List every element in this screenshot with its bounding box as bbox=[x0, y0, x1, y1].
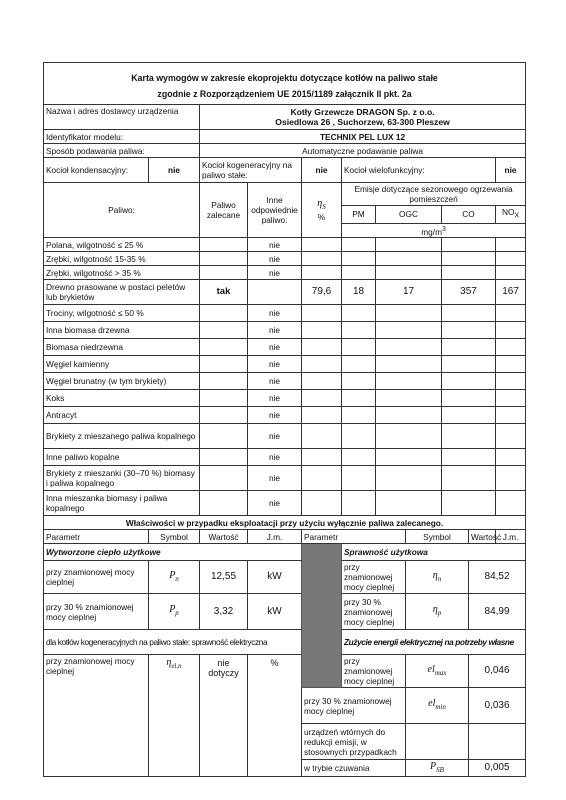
fuel-row bbox=[44, 466, 526, 491]
etael-unit: % bbox=[248, 655, 302, 777]
supplier-address: Osiedlowa 26 , Suchorzew, 63-300 Pleszew bbox=[275, 117, 450, 127]
fuel-preferred bbox=[200, 424, 248, 449]
fuel-pm bbox=[342, 252, 376, 266]
cogen-efficiency-title: dla kotłów kogeneracyjnych na paliwo stałe: sprawność elektryczna bbox=[44, 630, 302, 655]
fuel-other: nie bbox=[248, 322, 302, 339]
fuel-header-row-1 bbox=[44, 183, 526, 206]
etael-value: nie dotyczy bbox=[200, 655, 248, 777]
fuel-pm bbox=[342, 407, 376, 424]
fuel-row bbox=[44, 449, 526, 466]
supplier-value bbox=[200, 105, 526, 130]
eta-unit: % bbox=[317, 212, 326, 223]
fuel-eta: 79,6 bbox=[302, 280, 342, 305]
fuel-co bbox=[442, 356, 496, 373]
etap-value: 84,99 bbox=[469, 594, 526, 630]
fuel-pm bbox=[342, 449, 376, 466]
fuel-co bbox=[442, 424, 496, 449]
fuel-other: nie bbox=[248, 339, 302, 356]
fuel-preferred bbox=[200, 373, 248, 390]
fuel-name: Węgiel kamienny bbox=[44, 356, 200, 373]
unit-header-right: J.m. bbox=[496, 530, 526, 544]
fuel-nox bbox=[496, 390, 526, 407]
condensing-label: Kocioł kondensacyjny: bbox=[44, 158, 149, 183]
fuel-ogc bbox=[376, 238, 442, 252]
fuel-eta bbox=[302, 305, 342, 322]
fuel-preferred bbox=[200, 238, 248, 252]
fuel-eta bbox=[302, 466, 342, 491]
fuel-row bbox=[44, 238, 526, 252]
pn-label: przy znamionowej mocy cieplnej bbox=[44, 561, 149, 594]
fuel-name: Węgiel brunatny (w tym brykiety) bbox=[44, 373, 200, 390]
pp-value: 3,32 bbox=[200, 594, 248, 630]
fuel-other: nie bbox=[248, 356, 302, 373]
title-row bbox=[44, 63, 526, 105]
param-header-right: Parametr bbox=[302, 530, 406, 544]
fuel-eta bbox=[302, 339, 342, 356]
fuel-nox bbox=[496, 449, 526, 466]
nox-header: $NO_X$ bbox=[496, 206, 526, 224]
fuel-co bbox=[442, 238, 496, 252]
fuel-name: Inna mieszanka biomasy i paliwa kopalnego bbox=[44, 491, 200, 516]
fuel-eta bbox=[302, 356, 342, 373]
emissions-header: Emisje dotyczące sezonowego ogrzewania pomieszczeń bbox=[342, 183, 526, 206]
fuel-name: Polana, wilgotność ≤ 25 % bbox=[44, 238, 200, 252]
model-row bbox=[44, 130, 526, 144]
fuel-other: nie bbox=[248, 491, 302, 516]
multi-label: Kocioł wielofunkcyjny: bbox=[342, 158, 496, 183]
fuel-nox bbox=[496, 305, 526, 322]
fuel-row-preferred bbox=[44, 280, 526, 305]
sheet-table bbox=[43, 62, 526, 777]
pn-symbol: $P_n$ bbox=[149, 561, 200, 594]
fuel-ogc bbox=[376, 466, 442, 491]
fuel-co: 357 bbox=[442, 280, 496, 305]
fuel-eta bbox=[302, 390, 342, 407]
elmax-label: przy znamionowej mocy cieplnej bbox=[342, 655, 406, 688]
feeding-row bbox=[44, 144, 526, 158]
cogen-value: nie bbox=[302, 158, 342, 183]
fuel-preferred bbox=[200, 390, 248, 407]
fuel-ogc: 17 bbox=[376, 280, 442, 305]
fuel-preferred bbox=[200, 252, 248, 266]
etap-symbol: $\eta_p$ bbox=[406, 594, 469, 630]
aux-consumption-title: Zużycie energii elektrycznej na potrzeby własne bbox=[342, 630, 526, 655]
fuel-row bbox=[44, 322, 526, 339]
fuel-other: nie bbox=[248, 390, 302, 407]
fuel-eta bbox=[302, 373, 342, 390]
fuel-ogc bbox=[376, 407, 442, 424]
fuel-pm bbox=[342, 339, 376, 356]
fuel-preferred bbox=[200, 449, 248, 466]
fuel-ogc bbox=[376, 424, 442, 449]
fuel-name: Biomasa niedrzewna bbox=[44, 339, 200, 356]
divider-bar bbox=[302, 544, 342, 688]
fuel-header: Paliwo: bbox=[44, 183, 200, 238]
fuel-pm bbox=[342, 266, 376, 280]
pp-symbol: $P_p$ bbox=[149, 594, 200, 630]
sheet-title bbox=[44, 63, 526, 105]
elmax-symbol: $el_{max}$ bbox=[406, 655, 469, 688]
pp-unit: kW bbox=[248, 594, 302, 630]
symbol-header-right: Symbol bbox=[406, 530, 469, 544]
value-header-right: Wartość bbox=[469, 530, 496, 544]
fuel-pm bbox=[342, 373, 376, 390]
fuel-row bbox=[44, 266, 526, 280]
fuel-row bbox=[44, 407, 526, 424]
unit-header-left: J.m. bbox=[248, 530, 302, 544]
fuel-name: Koks bbox=[44, 390, 200, 407]
model-value: TECHNIX PEL LUX 12 bbox=[200, 130, 526, 144]
fuel-preferred bbox=[200, 305, 248, 322]
fuel-co bbox=[442, 449, 496, 466]
blank-cell bbox=[248, 544, 302, 561]
boiler-type-row bbox=[44, 158, 526, 183]
fuel-ogc bbox=[376, 252, 442, 266]
cogen-aux-titles-row bbox=[44, 630, 526, 655]
fuel-other: nie bbox=[248, 305, 302, 322]
efficiency-title: Sprawność użytkowa bbox=[342, 544, 526, 561]
fuel-other: nie bbox=[248, 266, 302, 280]
fuel-row bbox=[44, 390, 526, 407]
standby-label: w trybie czuwania bbox=[302, 760, 406, 777]
fuel-eta bbox=[302, 252, 342, 266]
feeding-value: Automatyczne podawanie paliwa bbox=[200, 144, 526, 158]
fuel-pm bbox=[342, 424, 376, 449]
condensing-value: nie bbox=[149, 158, 200, 183]
fuel-eta bbox=[302, 449, 342, 466]
fuel-eta bbox=[302, 407, 342, 424]
properties-title-row bbox=[44, 516, 526, 530]
fuel-ogc bbox=[376, 449, 442, 466]
preferred-header: Paliwo zalecane bbox=[200, 183, 248, 238]
fuel-pm bbox=[342, 322, 376, 339]
fuel-other: nie bbox=[248, 466, 302, 491]
fuel-preferred bbox=[200, 466, 248, 491]
symbol-header-left: Symbol bbox=[149, 530, 200, 544]
fuel-nox bbox=[496, 252, 526, 266]
elmax-value: 0,046 bbox=[469, 655, 526, 688]
supplier-label: Nazwa i adres dostawcy urządzenia bbox=[44, 105, 200, 130]
fuel-ogc bbox=[376, 305, 442, 322]
fuel-other: nie bbox=[248, 424, 302, 449]
fuel-ogc bbox=[376, 373, 442, 390]
fuel-nox bbox=[496, 356, 526, 373]
fuel-ogc bbox=[376, 266, 442, 280]
properties-header-row bbox=[44, 530, 526, 544]
pn-unit: kW bbox=[248, 561, 302, 594]
fuel-preferred: tak bbox=[200, 280, 248, 305]
fuel-name: Zrębki, wilgotność > 35 % bbox=[44, 266, 200, 280]
fuel-name: Brykiety z mieszanki (30–70 %) biomasy i paliwa kopalnego bbox=[44, 466, 200, 491]
fuel-row bbox=[44, 339, 526, 356]
etan-label: przy znamionowej mocy cieplnej bbox=[342, 561, 406, 594]
fuel-row bbox=[44, 252, 526, 266]
elmin-symbol: $el_{min}$ bbox=[406, 688, 469, 724]
fuel-ogc bbox=[376, 356, 442, 373]
fuel-co bbox=[442, 252, 496, 266]
fuel-eta bbox=[302, 266, 342, 280]
fuel-pm bbox=[342, 305, 376, 322]
pn-value: 12,55 bbox=[200, 561, 248, 594]
model-label: Identyfikator modelu: bbox=[44, 130, 200, 144]
fuel-co bbox=[442, 491, 496, 516]
nominal-row bbox=[44, 561, 526, 594]
elmin-value: 0,036 bbox=[469, 688, 526, 724]
fuel-co bbox=[442, 322, 496, 339]
etael-symbol: $\eta_{el,n}$ bbox=[149, 655, 200, 777]
fuel-nox bbox=[496, 322, 526, 339]
fuel-co bbox=[442, 339, 496, 356]
fuel-name: Zrębki, wilgotność 15-35 % bbox=[44, 252, 200, 266]
fuel-ogc bbox=[376, 339, 442, 356]
fuel-nox bbox=[496, 373, 526, 390]
fuel-pm bbox=[342, 491, 376, 516]
fuel-ogc bbox=[376, 390, 442, 407]
fuel-name: Brykiety z mieszanego paliwa kopalnego bbox=[44, 424, 200, 449]
fuel-nox bbox=[496, 266, 526, 280]
fuel-nox: 167 bbox=[496, 280, 526, 305]
fuel-eta bbox=[302, 322, 342, 339]
supplier-row bbox=[44, 105, 526, 130]
fuel-nox bbox=[496, 238, 526, 252]
fuel-nox bbox=[496, 466, 526, 491]
fuel-row bbox=[44, 356, 526, 373]
fuel-preferred bbox=[200, 407, 248, 424]
co-header: CO bbox=[442, 206, 496, 224]
title-line-1: Karta wymogów w zakresie ekoprojektu dotyczące kotłów na paliwo stałe bbox=[131, 73, 438, 83]
fuel-other: nie bbox=[248, 373, 302, 390]
fuel-pm bbox=[342, 238, 376, 252]
fuel-name: Inne paliwo kopalne bbox=[44, 449, 200, 466]
heat-output-title: Wytworzone ciepło użytkowe bbox=[44, 544, 248, 561]
fuel-eta bbox=[302, 238, 342, 252]
fuel-nox bbox=[496, 491, 526, 516]
fuel-pm bbox=[342, 356, 376, 373]
fuel-other: nie bbox=[248, 252, 302, 266]
fuel-nox bbox=[496, 407, 526, 424]
etap-label: przy 30 % znamionowej mocy cieplnej bbox=[342, 594, 406, 630]
partial-row bbox=[44, 594, 526, 630]
fuel-name: Drewno prasowane w postaci peletów lub brykietów bbox=[44, 280, 200, 305]
fuel-other bbox=[248, 280, 302, 305]
etael-label: przy znamionowej mocy cieplnej bbox=[44, 655, 149, 777]
secondary-symbol bbox=[406, 724, 469, 760]
psb-symbol: $P_{SB}$ bbox=[406, 760, 469, 777]
etan-value: 84,52 bbox=[469, 561, 526, 594]
supplier-name: Kotły Grzewcze DRAGON Sp. z o.o. bbox=[290, 107, 435, 117]
title-line-2: zgodnie z Rozporządzeniem UE 2015/1189 załącznik II pkt. 2a bbox=[157, 89, 412, 99]
fuel-other: nie bbox=[248, 449, 302, 466]
fuel-co bbox=[442, 266, 496, 280]
emissions-unit: $mg/m^3$ bbox=[342, 223, 526, 238]
ogc-header: OGC bbox=[376, 206, 442, 224]
fuel-pm bbox=[342, 466, 376, 491]
eta-symbol: $\eta_S$ bbox=[317, 198, 326, 212]
param-header-left: Parametr bbox=[44, 530, 149, 544]
elmin-label: przy 30 % znamionowej mocy cieplnej bbox=[302, 688, 406, 724]
fuel-preferred bbox=[200, 322, 248, 339]
psb-value: 0,005 bbox=[469, 760, 526, 777]
fuel-name: Inna biomasa drzewna bbox=[44, 322, 200, 339]
eta-header bbox=[302, 183, 342, 238]
fuel-name: Antracyt bbox=[44, 407, 200, 424]
fuel-ogc bbox=[376, 491, 442, 516]
fuel-pm bbox=[342, 390, 376, 407]
etan-symbol: $\eta_n$ bbox=[406, 561, 469, 594]
eco-design-sheet bbox=[43, 62, 525, 777]
cogen-label: Kocioł kogeneracyjny na paliwo stałe: bbox=[200, 158, 302, 183]
fuel-eta bbox=[302, 491, 342, 516]
properties-title: Właściwości w przypadku eksploatacji przy użyciu wyłącznie paliwa zalecanego. bbox=[44, 516, 526, 530]
fuel-co bbox=[442, 390, 496, 407]
fuel-name: Trociny, wilgotność ≤ 50 % bbox=[44, 305, 200, 322]
fuel-row bbox=[44, 305, 526, 322]
fuel-row bbox=[44, 491, 526, 516]
pp-label: przy 30 % znamionowej mocy cieplnej bbox=[44, 594, 149, 630]
fuel-ogc bbox=[376, 322, 442, 339]
fuel-nox bbox=[496, 339, 526, 356]
fuel-co bbox=[442, 466, 496, 491]
fuel-pm: 18 bbox=[342, 280, 376, 305]
section-titles-row bbox=[44, 544, 526, 561]
fuel-co bbox=[442, 373, 496, 390]
fuel-eta bbox=[302, 424, 342, 449]
fuel-co bbox=[442, 305, 496, 322]
fuel-preferred bbox=[200, 491, 248, 516]
fuel-other: nie bbox=[248, 407, 302, 424]
elmax-row bbox=[44, 655, 526, 688]
fuel-preferred bbox=[200, 339, 248, 356]
fuel-nox bbox=[496, 424, 526, 449]
fuel-row bbox=[44, 424, 526, 449]
fuel-preferred bbox=[200, 266, 248, 280]
feeding-label: Sposób podawania paliwa: bbox=[44, 144, 200, 158]
fuel-co bbox=[442, 407, 496, 424]
secondary-value bbox=[469, 724, 526, 760]
pm-header: PM bbox=[342, 206, 376, 224]
fuel-preferred bbox=[200, 356, 248, 373]
multi-value: nie bbox=[496, 158, 526, 183]
other-header: Inne odpowiednie paliwo: bbox=[248, 183, 302, 238]
fuel-other: nie bbox=[248, 238, 302, 252]
value-header-left: Wartość bbox=[200, 530, 248, 544]
fuel-row bbox=[44, 373, 526, 390]
secondary-label: urządzeń wtórnych do redukcji emisji, w stosownych przypadkach bbox=[302, 724, 406, 760]
